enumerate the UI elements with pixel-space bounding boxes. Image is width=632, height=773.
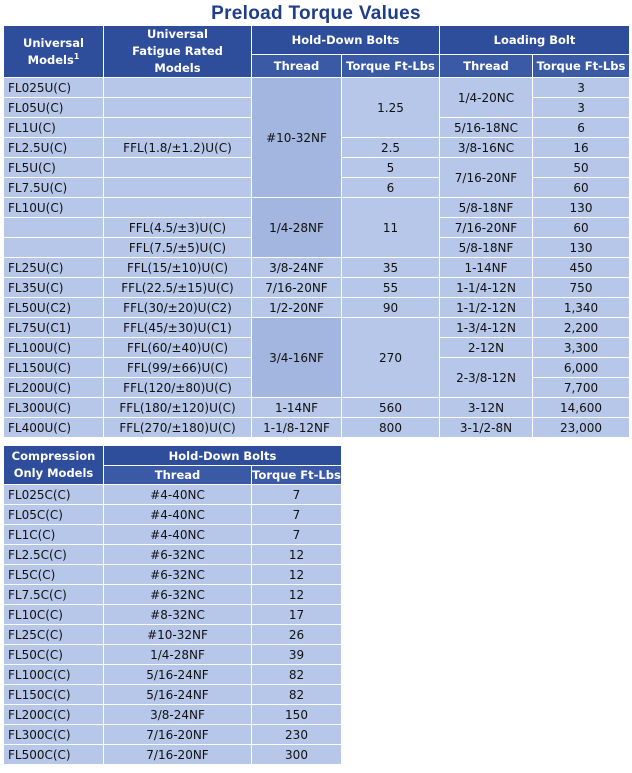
fatigue-cell: FFL(30/±20)U(C2) (104, 298, 252, 318)
model-cell: FL7.5U(C) (4, 178, 104, 198)
model-cell: FL400U(C) (4, 418, 104, 438)
lb-torque-cell: 1,340 (533, 298, 630, 318)
table-row (4, 665, 342, 685)
hd-torque-cell: 90 (342, 298, 440, 318)
model-cell: FL25C(C) (4, 625, 104, 645)
thread-cell: #6-32NC (104, 565, 252, 585)
lb-torque-cell: 23,000 (533, 418, 630, 438)
table-row (4, 525, 342, 545)
fatigue-cell: FFL(60/±40)U(C) (104, 338, 252, 358)
model-cell: FL150C(C) (4, 685, 104, 705)
thread-cell: #4-40NC (104, 505, 252, 525)
header-lb-thread: Thread (440, 54, 533, 77)
fatigue-cell: FFL(180/±120)U(C) (104, 398, 252, 418)
thread-cell: #4-40NC (104, 525, 252, 545)
model-cell: FL100C(C) (4, 665, 104, 685)
lb-torque-cell: 14,600 (533, 398, 630, 418)
model-cell: FL500C(C) (4, 745, 104, 765)
table-row (4, 725, 342, 745)
fatigue-cell (104, 118, 252, 138)
hd-torque-cell: 35 (342, 258, 440, 278)
table-row (4, 505, 342, 525)
table-row (4, 605, 342, 625)
header-universal-models: Universal Models$^1$ (4, 26, 104, 78)
model-cell: FL50C(C) (4, 645, 104, 665)
header-torque: Torque Ft-Lbs (252, 466, 342, 485)
header-fatigue-models: Universal Fatigue Rated Models (104, 26, 252, 78)
table-row (4, 485, 342, 505)
thread-cell: 5/16-24NF (104, 685, 252, 705)
lb-torque-cell: 16 (533, 138, 630, 158)
model-cell: FL1U(C) (4, 118, 104, 138)
header-hold-down-bolts: Hold-Down Bolts (104, 446, 342, 466)
fatigue-cell (104, 98, 252, 118)
hd-thread-cell: 1-14NF (252, 398, 342, 418)
table-row (4, 545, 342, 565)
torque-cell: 300 (252, 745, 342, 765)
hd-torque-cell: 800 (342, 418, 440, 438)
thread-cell: #10-32NF (104, 625, 252, 645)
model-cell (4, 238, 104, 258)
compression-torque-table (3, 445, 342, 765)
lb-torque-cell: 3,300 (533, 338, 630, 358)
table-row (4, 685, 342, 705)
torque-cell: 230 (252, 725, 342, 745)
hd-thread-cell: 1/4-28NF (252, 198, 342, 258)
hd-torque-cell: 5 (342, 158, 440, 178)
hd-thread-cell: 1-1/8-12NF (252, 418, 342, 438)
hd-torque-cell: 560 (342, 398, 440, 418)
torque-cell: 150 (252, 705, 342, 725)
fatigue-cell (104, 158, 252, 178)
torque-cell: 39 (252, 645, 342, 665)
thread-cell: 7/16-20NF (104, 745, 252, 765)
thread-cell: #6-32NC (104, 545, 252, 565)
fatigue-cell: FFL(15/±10)U(C) (104, 258, 252, 278)
header-loading-bolt: Loading Bolt (440, 26, 630, 55)
thread-cell: #8-32NC (104, 605, 252, 625)
fatigue-cell (104, 198, 252, 218)
lb-torque-cell: 60 (533, 178, 630, 198)
lb-torque-cell: 60 (533, 218, 630, 238)
lb-thread-cell: 5/8-18NF (440, 238, 533, 258)
lb-torque-cell: 50 (533, 158, 630, 178)
torque-cell: 7 (252, 505, 342, 525)
table-row (4, 585, 342, 605)
lb-torque-cell: 130 (533, 238, 630, 258)
torque-cell: 26 (252, 625, 342, 645)
lb-thread-cell: 7/16-20NF (440, 218, 533, 238)
table-row (4, 705, 342, 725)
header-hd-torque: Torque Ft-Lbs (342, 54, 440, 77)
lb-thread-cell: 2-3/8-12N (440, 358, 533, 398)
torque-cell: 7 (252, 485, 342, 505)
header-compression-models: Compression Only Models (4, 446, 104, 485)
model-cell: FL025C(C) (4, 485, 104, 505)
thread-cell: 7/16-20NF (104, 725, 252, 745)
fatigue-cell: FFL(7.5/±5)U(C) (104, 238, 252, 258)
header-hd-thread: Thread (252, 54, 342, 77)
torque-cell: 12 (252, 545, 342, 565)
model-cell: FL200C(C) (4, 705, 104, 725)
lb-torque-cell: 3 (533, 98, 630, 118)
header-hold-down-bolts: Hold-Down Bolts (252, 26, 440, 55)
lb-thread-cell: 7/16-20NF (440, 158, 533, 198)
model-cell: FL2.5U(C) (4, 138, 104, 158)
lb-thread-cell: 1-1/4-12N (440, 278, 533, 298)
lb-thread-cell: 2-12N (440, 338, 533, 358)
lb-torque-cell: 750 (533, 278, 630, 298)
hd-thread-cell: 1/2-20NF (252, 298, 342, 318)
table-row (4, 645, 342, 665)
hd-thread-cell: 3/8-24NF (252, 258, 342, 278)
thread-cell: 5/16-24NF (104, 665, 252, 685)
lb-torque-cell: 3 (533, 78, 630, 98)
table-row (4, 565, 342, 585)
model-cell: FL150U(C) (4, 358, 104, 378)
lb-thread-cell: 5/16-18NC (440, 118, 533, 138)
hd-thread-cell: 3/4-16NF (252, 318, 342, 398)
lb-torque-cell: 6,000 (533, 358, 630, 378)
hd-torque-cell: 1.25 (342, 78, 440, 138)
model-cell: FL05C(C) (4, 505, 104, 525)
model-cell: FL10U(C) (4, 198, 104, 218)
lb-torque-cell: 2,200 (533, 318, 630, 338)
page-title: Preload Torque Values (211, 3, 421, 24)
lb-thread-cell: 3-1/2-8N (440, 418, 533, 438)
model-cell: FL75U(C1) (4, 318, 104, 338)
universal-torque-table (3, 25, 630, 438)
lb-torque-cell: 130 (533, 198, 630, 218)
header-lb-torque: Torque Ft-Lbs (533, 54, 630, 77)
model-cell: FL025U(C) (4, 78, 104, 98)
model-cell: FL2.5C(C) (4, 545, 104, 565)
lb-thread-cell: 1-3/4-12N (440, 318, 533, 338)
fatigue-cell (104, 78, 252, 98)
hd-torque-cell: 270 (342, 318, 440, 398)
fatigue-cell: FFL(99/±66)U(C) (104, 358, 252, 378)
torque-cell: 12 (252, 585, 342, 605)
thread-cell: #6-32NC (104, 585, 252, 605)
torque-cell: 7 (252, 525, 342, 545)
lb-thread-cell: 1-1/2-12N (440, 298, 533, 318)
model-cell: FL300U(C) (4, 398, 104, 418)
thread-cell: #4-40NC (104, 485, 252, 505)
model-cell: FL5C(C) (4, 565, 104, 585)
fatigue-cell: FFL(45/±30)U(C1) (104, 318, 252, 338)
fatigue-cell: FFL(1.8/±1.2)U(C) (104, 138, 252, 158)
fatigue-cell: FFL(4.5/±3)U(C) (104, 218, 252, 238)
lb-thread-cell: 3/8-16NC (440, 138, 533, 158)
torque-cell: 17 (252, 605, 342, 625)
model-cell: FL50U(C2) (4, 298, 104, 318)
hd-thread-cell: #10-32NF (252, 78, 342, 198)
model-cell: FL10C(C) (4, 605, 104, 625)
fatigue-cell: FFL(120/±80)U(C) (104, 378, 252, 398)
fatigue-cell (104, 178, 252, 198)
thread-cell: 3/8-24NF (104, 705, 252, 725)
thread-cell: 1/4-28NF (104, 645, 252, 665)
hd-torque-cell: 2.5 (342, 138, 440, 158)
lb-torque-cell: 450 (533, 258, 630, 278)
lb-thread-cell: 3-12N (440, 398, 533, 418)
model-cell: FL35U(C) (4, 278, 104, 298)
torque-cell: 82 (252, 685, 342, 705)
model-cell: FL300C(C) (4, 725, 104, 745)
lb-thread-cell: 5/8-18NF (440, 198, 533, 218)
torque-cell: 12 (252, 565, 342, 585)
hd-torque-cell: 11 (342, 198, 440, 258)
hd-torque-cell: 6 (342, 178, 440, 198)
model-cell: FL7.5C(C) (4, 585, 104, 605)
fatigue-cell: FFL(22.5/±15)U(C) (104, 278, 252, 298)
table-row (4, 745, 342, 765)
model-cell (4, 218, 104, 238)
fatigue-cell: FFL(270/±180)U(C) (104, 418, 252, 438)
hd-torque-cell: 55 (342, 278, 440, 298)
model-cell: FL05U(C) (4, 98, 104, 118)
lb-thread-cell: 1/4-20NC (440, 78, 533, 118)
model-cell: FL200U(C) (4, 378, 104, 398)
lb-torque-cell: 7,700 (533, 378, 630, 398)
lb-torque-cell: 6 (533, 118, 630, 138)
model-cell: FL100U(C) (4, 338, 104, 358)
model-cell: FL25U(C) (4, 258, 104, 278)
header-thread: Thread (104, 466, 252, 485)
model-cell: FL5U(C) (4, 158, 104, 178)
hd-thread-cell: 7/16-20NF (252, 278, 342, 298)
model-cell: FL1C(C) (4, 525, 104, 545)
torque-cell: 82 (252, 665, 342, 685)
table-row (4, 625, 342, 645)
lb-thread-cell: 1-14NF (440, 258, 533, 278)
